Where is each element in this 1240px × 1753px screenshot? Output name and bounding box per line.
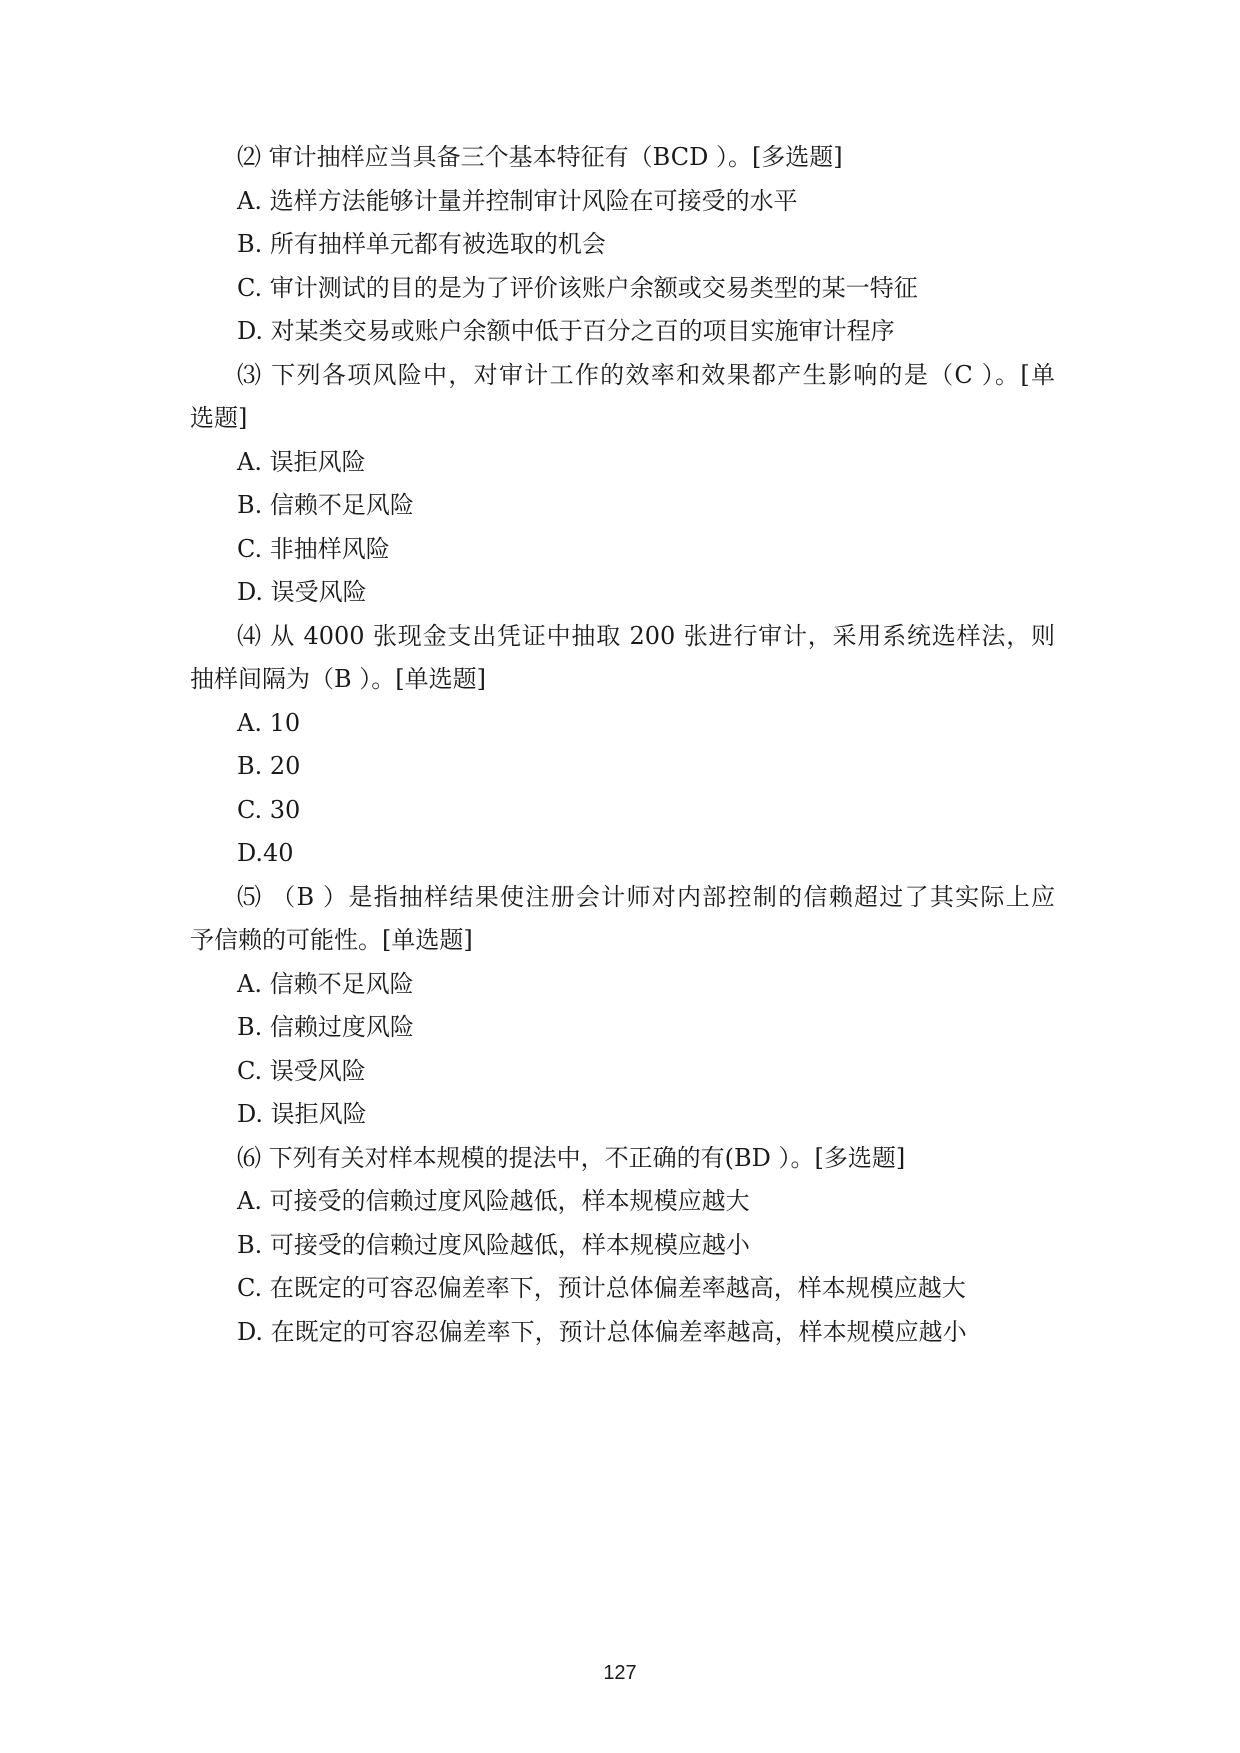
question-4-stem-line-1: ⑷ 从 4000 张现金支出凭证中抽取 200 张进行审计，采用系统选样法，则 — [237, 622, 1055, 650]
question-4-option-c: C. 30 — [237, 796, 301, 824]
question-3-option-d: D. 误受风险 — [237, 578, 367, 606]
question-4-option-a: A. 10 — [237, 709, 301, 737]
question-3-stem-line-2: 选题] — [190, 404, 248, 432]
question-5-stem-line-2: 予信赖的可能性。[单选题] — [190, 926, 473, 954]
question-3-option-c: C. 非抽样风险 — [237, 535, 390, 563]
question-5-option-b: B. 信赖过度风险 — [237, 1013, 414, 1041]
question-6-stem: ⑹ 下列有关对样本规模的提法中，不正确的有(BD ）。[多选题] — [237, 1144, 906, 1172]
question-2-option-c: C. 审计测试的目的是为了评价该账户余额或交易类型的某一特征 — [237, 274, 918, 302]
question-5-option-a: A. 信赖不足风险 — [237, 970, 414, 998]
page-number: 127 — [603, 1662, 637, 1684]
question-2-option-d: D. 对某类交易或账户余额中低于百分之百的项目实施审计程序 — [237, 317, 895, 345]
question-5-option-c: C. 误受风险 — [237, 1057, 366, 1085]
question-3-option-a: A. 误拒风险 — [237, 448, 366, 476]
question-2-option-b: B. 所有抽样单元都有被选取的机会 — [237, 230, 606, 258]
question-6-option-d: D. 在既定的可容忍偏差率下，预计总体偏差率越高，样本规模应越小 — [237, 1318, 967, 1346]
question-5-stem-line-1: ⑸ （B ）是指抽样结果使注册会计师对内部控制的信赖超过了其实际上应 — [237, 883, 1055, 911]
question-4-option-d: D.40 — [237, 839, 294, 867]
question-6-option-a: A. 可接受的信赖过度风险越低，样本规模应越大 — [237, 1187, 750, 1215]
question-3-stem-line-1: ⑶ 下列各项风险中，对审计工作的效率和效果都产生影响的是（C ）。[单 — [237, 361, 1055, 389]
question-6-option-b: B. 可接受的信赖过度风险越低，样本规模应越小 — [237, 1231, 750, 1259]
question-2-option-a: A. 选样方法能够计量并控制审计风险在可接受的水平 — [237, 187, 798, 215]
question-4-stem-line-2: 抽样间隔为（B ）。[单选题] — [190, 665, 486, 693]
question-4-option-b: B. 20 — [237, 752, 301, 780]
question-6-option-c: C. 在既定的可容忍偏差率下，预计总体偏差率越高，样本规模应越大 — [237, 1274, 966, 1302]
question-3-option-b: B. 信赖不足风险 — [237, 491, 414, 519]
question-2-stem: ⑵ 审计抽样应当具备三个基本特征有（BCD ）。[多选题] — [237, 143, 843, 171]
question-5-option-d: D. 误拒风险 — [237, 1100, 367, 1128]
